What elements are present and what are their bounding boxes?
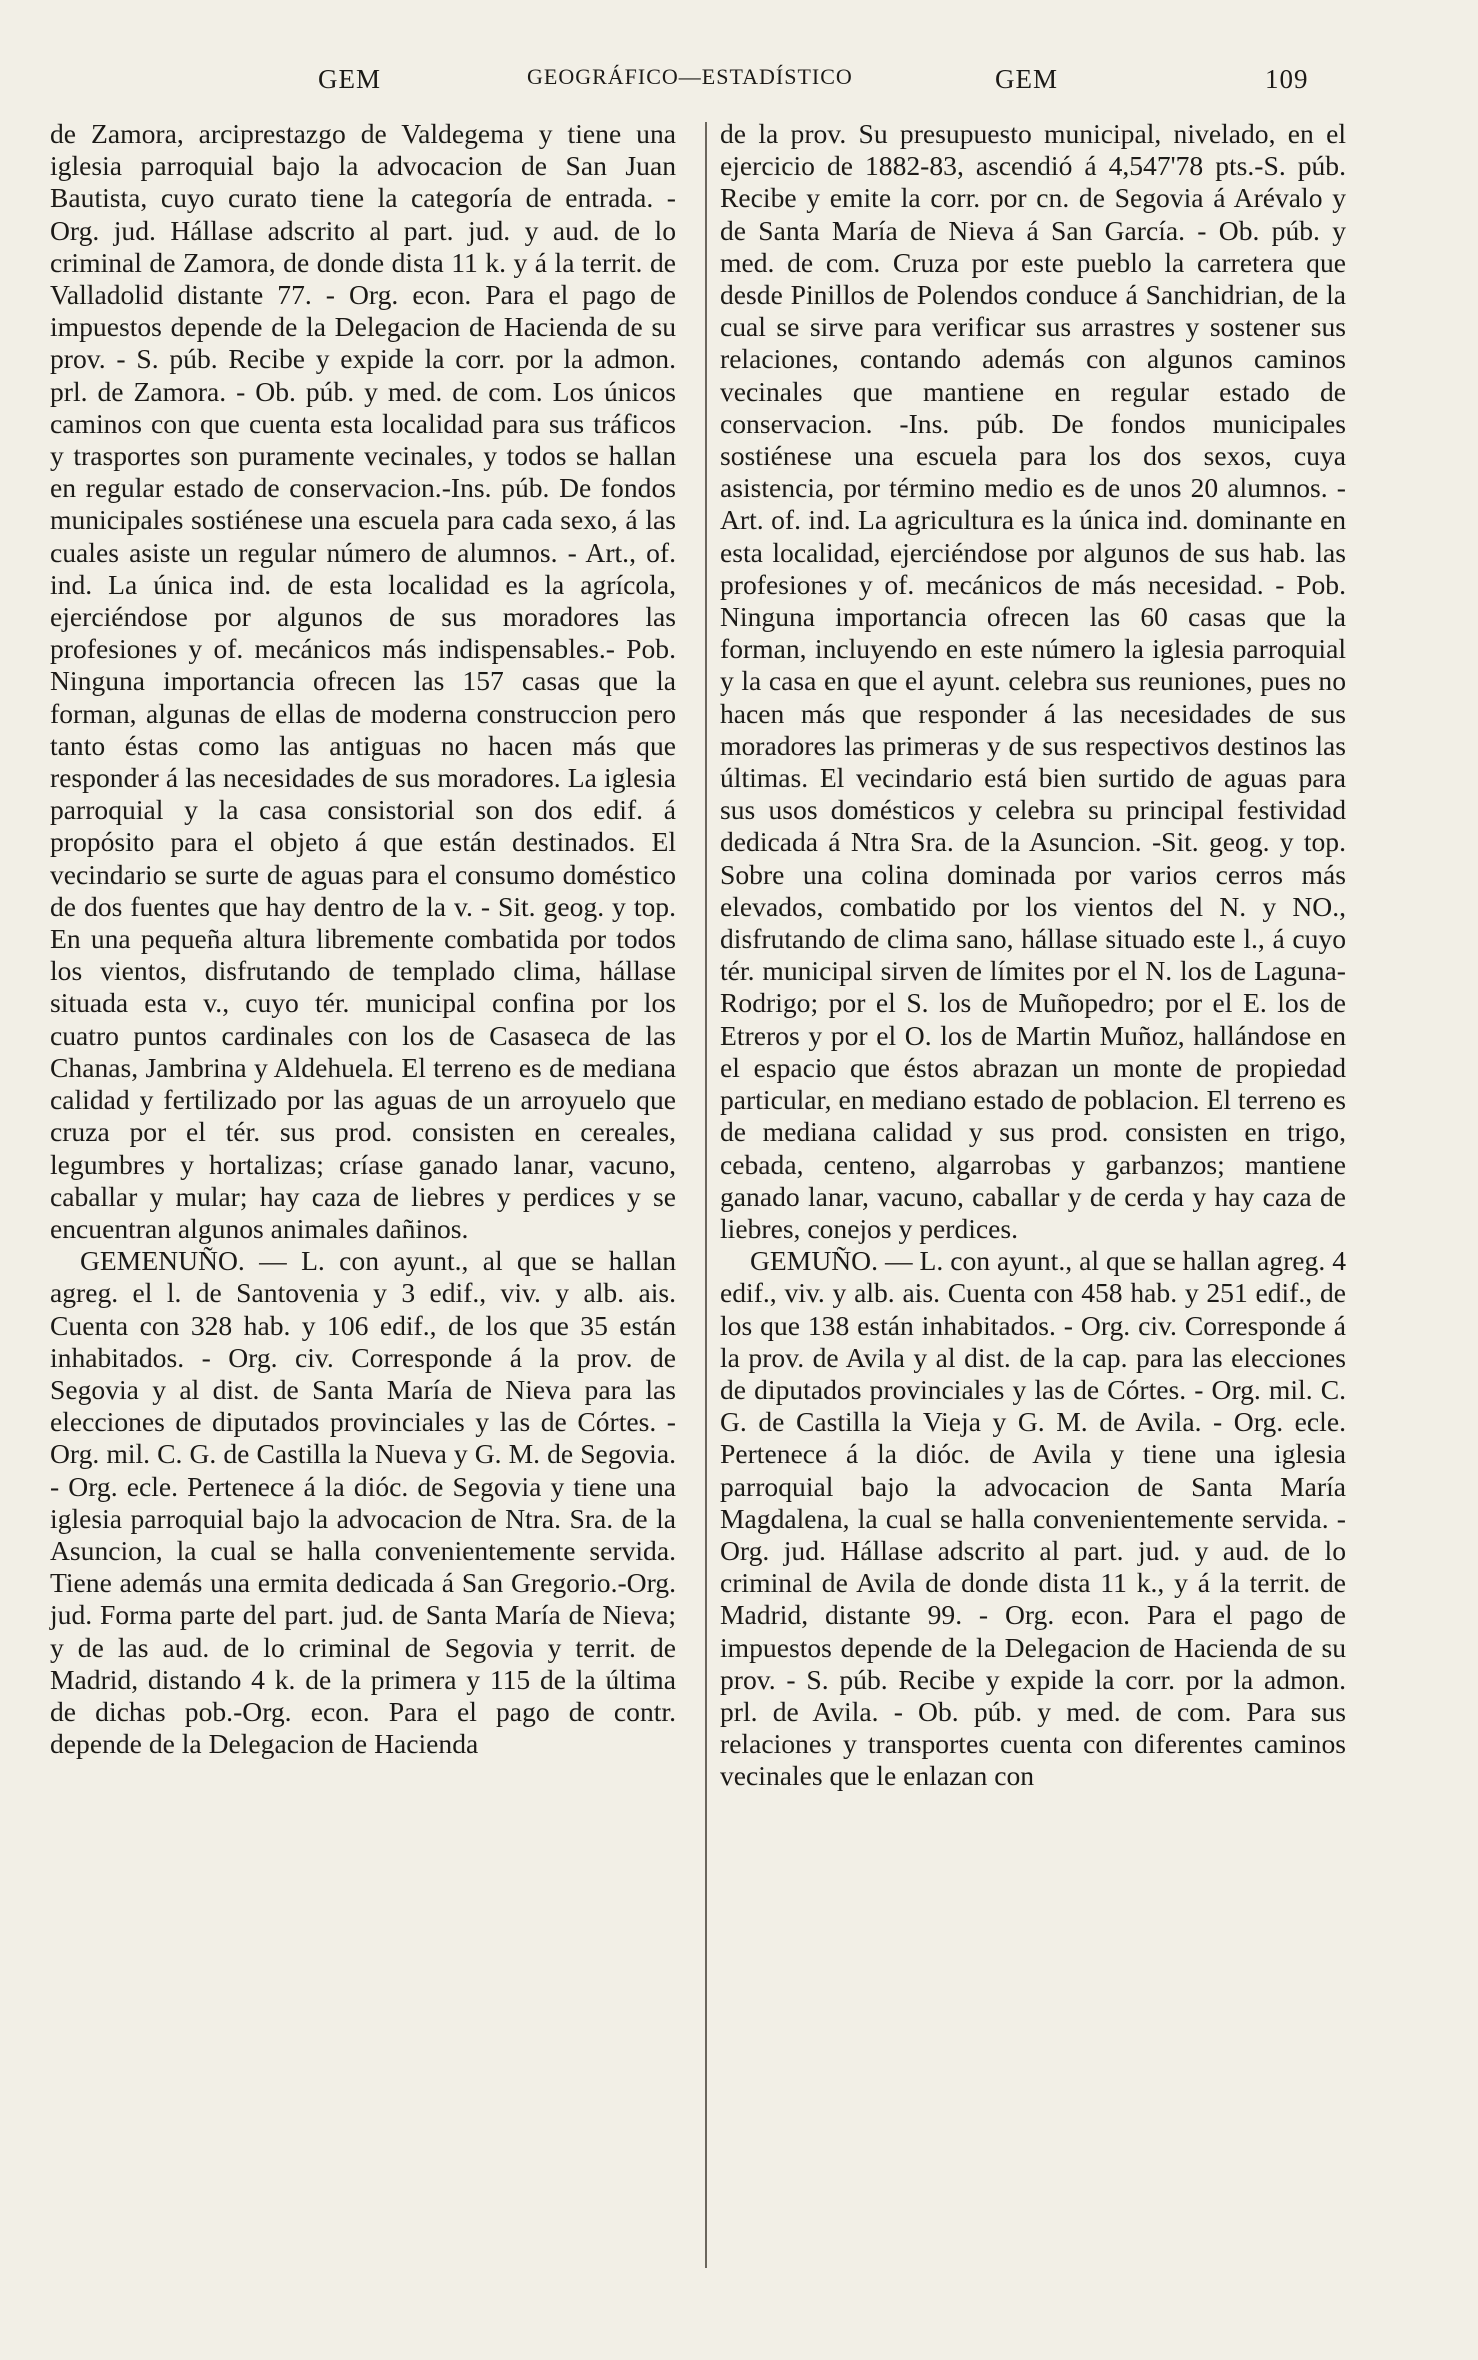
right-column — [720, 118, 1346, 1793]
entry-gemenuno: GEMENUÑO. — L. con ayunt., al que se hallan agreg. el l. de Santovenia y 3 edif., viv. y alb. ais. Cuenta con 328 hab. y 106 edif., de los que 35 están inhabitados. - Org. civ. Corresponde á la prov. de Segovia y al dist. de Santa María de Nieva para las elecciones de diputados provinciales y las de Córtes. - Org. mil. C. G. de Castilla la Nueva y G. M. de Segovia. - Org. ecle. Pertenece á la dióc. de Segovia y tiene una iglesia parroquial bajo la advocacion de Ntra. Sra. de la Asuncion, la cual se halla convenientemente servida. Tiene además una ermita dedicada á San Gregorio.-Org. jud. Forma parte del part. jud. de Santa María de Nieva; y de las aud. de lo criminal de Segovia y territ. de Madrid, distando 4 k. de la primera y 115 de la última de dichas pob.-Org. econ. Para el pago de contr. depende de la Delegacion de Hacienda — [50, 1245, 676, 1760]
header-right-word: GEM — [995, 64, 1058, 94]
entry-text-continued: de la prov. Su presupuesto municipal, nivelado, en el ejercicio de 1882-83, ascendió á 4,547'78 pts.-S. púb. Recibe y emite la corr. por cn. de Segovia á Arévalo y de Santa María de Nieva á San García. - Ob. púb. y med. de com. Cruza por este pueblo la carretera que desde Pinillos de Polendos conduce á Sanchidrian, de la cual se sirve para verificar sus arrastres y sostener sus relaciones, contando además con algunos caminos vecinales que mantiene en regular estado de conservacion. -Ins. púb. De fondos municipales sostiénese una escuela para los dos sexos, cuya asistencia, por término medio es de unos 20 alumnos. -Art. of. ind. La agricultura es la única ind. dominante en esta localidad, ejerciéndose por algunos de sus hab. las profesiones y of. mecánicos de más necesidad. - Pob. Ninguna importancia ofrecen las 60 casas que la forman, incluyendo en este número la iglesia parroquial y la casa en que el ayunt. celebra sus reuniones, pues no hacen más que responder á las necesidades de sus moradores las primeras y de sus respectivos destinos las últimas. El vecindario está bien surtido de aguas para sus usos domésticos y celebra su principal festividad dedicada á Ntra Sra. de la Asuncion. -Sit. geog. y top. Sobre una colina dominada por varios cerros más elevados, combatido por los vientos del N. y NO., disfrutando de clima sano, hállase situado este l., á cuyo tér. municipal sirven de límites por el N. los de Laguna-Rodrigo; por el S. los de Muñopedro; por el E. los de Etreros y por el O. los de Martin Muñoz, hallándose en el espacio que éstos abrazan un monte de propiedad particular, en mediano estado de poblacion. El terreno es de mediana calidad y sus prod. consisten en trigo, cebada, centeno, algarrobas y garbanzos; mantiene ganado lanar, vacuno, caballar y de cerda y hay caza de liebres, conejos y perdices. — [720, 118, 1346, 1244]
header-left-word: GEM — [318, 64, 381, 94]
running-header — [50, 64, 1350, 108]
left-column — [50, 118, 676, 1760]
column-divider — [705, 122, 707, 2268]
entry-text: de Zamora, arciprestazgo de Valdegema y tiene una iglesia parroquial bajo la advocacion de San Juan Bautista, cuyo curato tiene la categoría de entrada. - Org. jud. Hállase adscrito al part. jud. y aud. de lo criminal de Zamora, de donde dista 11 k. y á la territ. de Valladolid distante 77. - Org. econ. Para el pago de impuestos depende de la Delegacion de Hacienda de su prov. - S. púb. Recibe y expide la corr. por la admon. prl. de Zamora. - Ob. púb. y med. de com. Los únicos caminos con que cuenta esta localidad para sus tráficos y trasportes son puramente vecinales, y todos se hallan en regular estado de conservacion.-Ins. púb. De fondos municipales sostiénese una escuela para cada sexo, á las cuales asiste un regular número de alumnos. - Art., of. ind. La única ind. de esta localidad es la agrícola, ejerciéndose por algunos de sus moradores las profesiones y of. mecánicos más indispensables.- Pob. Ninguna importancia ofrecen las 157 casas que la forman, algunas de ellas de moderna construccion pero tanto éstas como las antiguas no hacen más que responder á las necesidades de sus moradores. La iglesia parroquial y la casa consistorial son dos edif. á propósito para el objeto á que están destinados. El vecindario se surte de aguas para el consumo doméstico de dos fuentes que hay dentro de la v. - Sit. geog. y top. En una pequeña altura libremente combatida por todos los vientos, disfrutando de templado clima, hállase situada esta v., cuyo tér. municipal confina por los cuatro puntos cardinales con los de Casaseca de las Chanas, Jambrina y Aldehuela. El terreno es de mediana calidad y fertilizado por las aguas de un arroyuelo que cruza por el tér. sus prod. consisten en cereales, legumbres y hortalizas; críase ganado lanar, vacuno, caballar y mular; hay caza de liebres y perdices y se encuentran algunos animales dañinos. — [50, 118, 676, 1244]
header-title: GEOGRÁFICO—ESTADÍSTICO — [527, 64, 853, 89]
page-number: 109 — [1265, 64, 1309, 94]
entry-gemuno: GEMUÑO. — L. con ayunt., al que se hallan agreg. 4 edif., viv. y alb. ais. Cuenta con 458 hab. y 251 edif., de los que 138 están inhabitados. - Org. civ. Corresponde á la prov. de Avila y al dist. de la cap. para las elecciones de diputados provinciales y las de Córtes. - Org. mil. C. G. de Castilla la Vieja y G. M. de Avila. - Org. ecle. Pertenece á la dióc. de Avila y tiene una iglesia parroquial bajo la advocacion de Santa María Magdalena, la cual se halla convenientemente servida. - Org. jud. Hállase adscrito al part. jud. y aud. de lo criminal de Avila de donde dista 11 k., y á la territ. de Madrid, distante 99. - Org. econ. Para el pago de impuestos depende de la Delegacion de Hacienda de su prov. - S. púb. Recibe y expide la corr. por la admon. prl. de Avila. - Ob. púb. y med. de com. Para sus relaciones y transportes cuenta con diferentes caminos vecinales que le enlazan con — [720, 1245, 1346, 1792]
